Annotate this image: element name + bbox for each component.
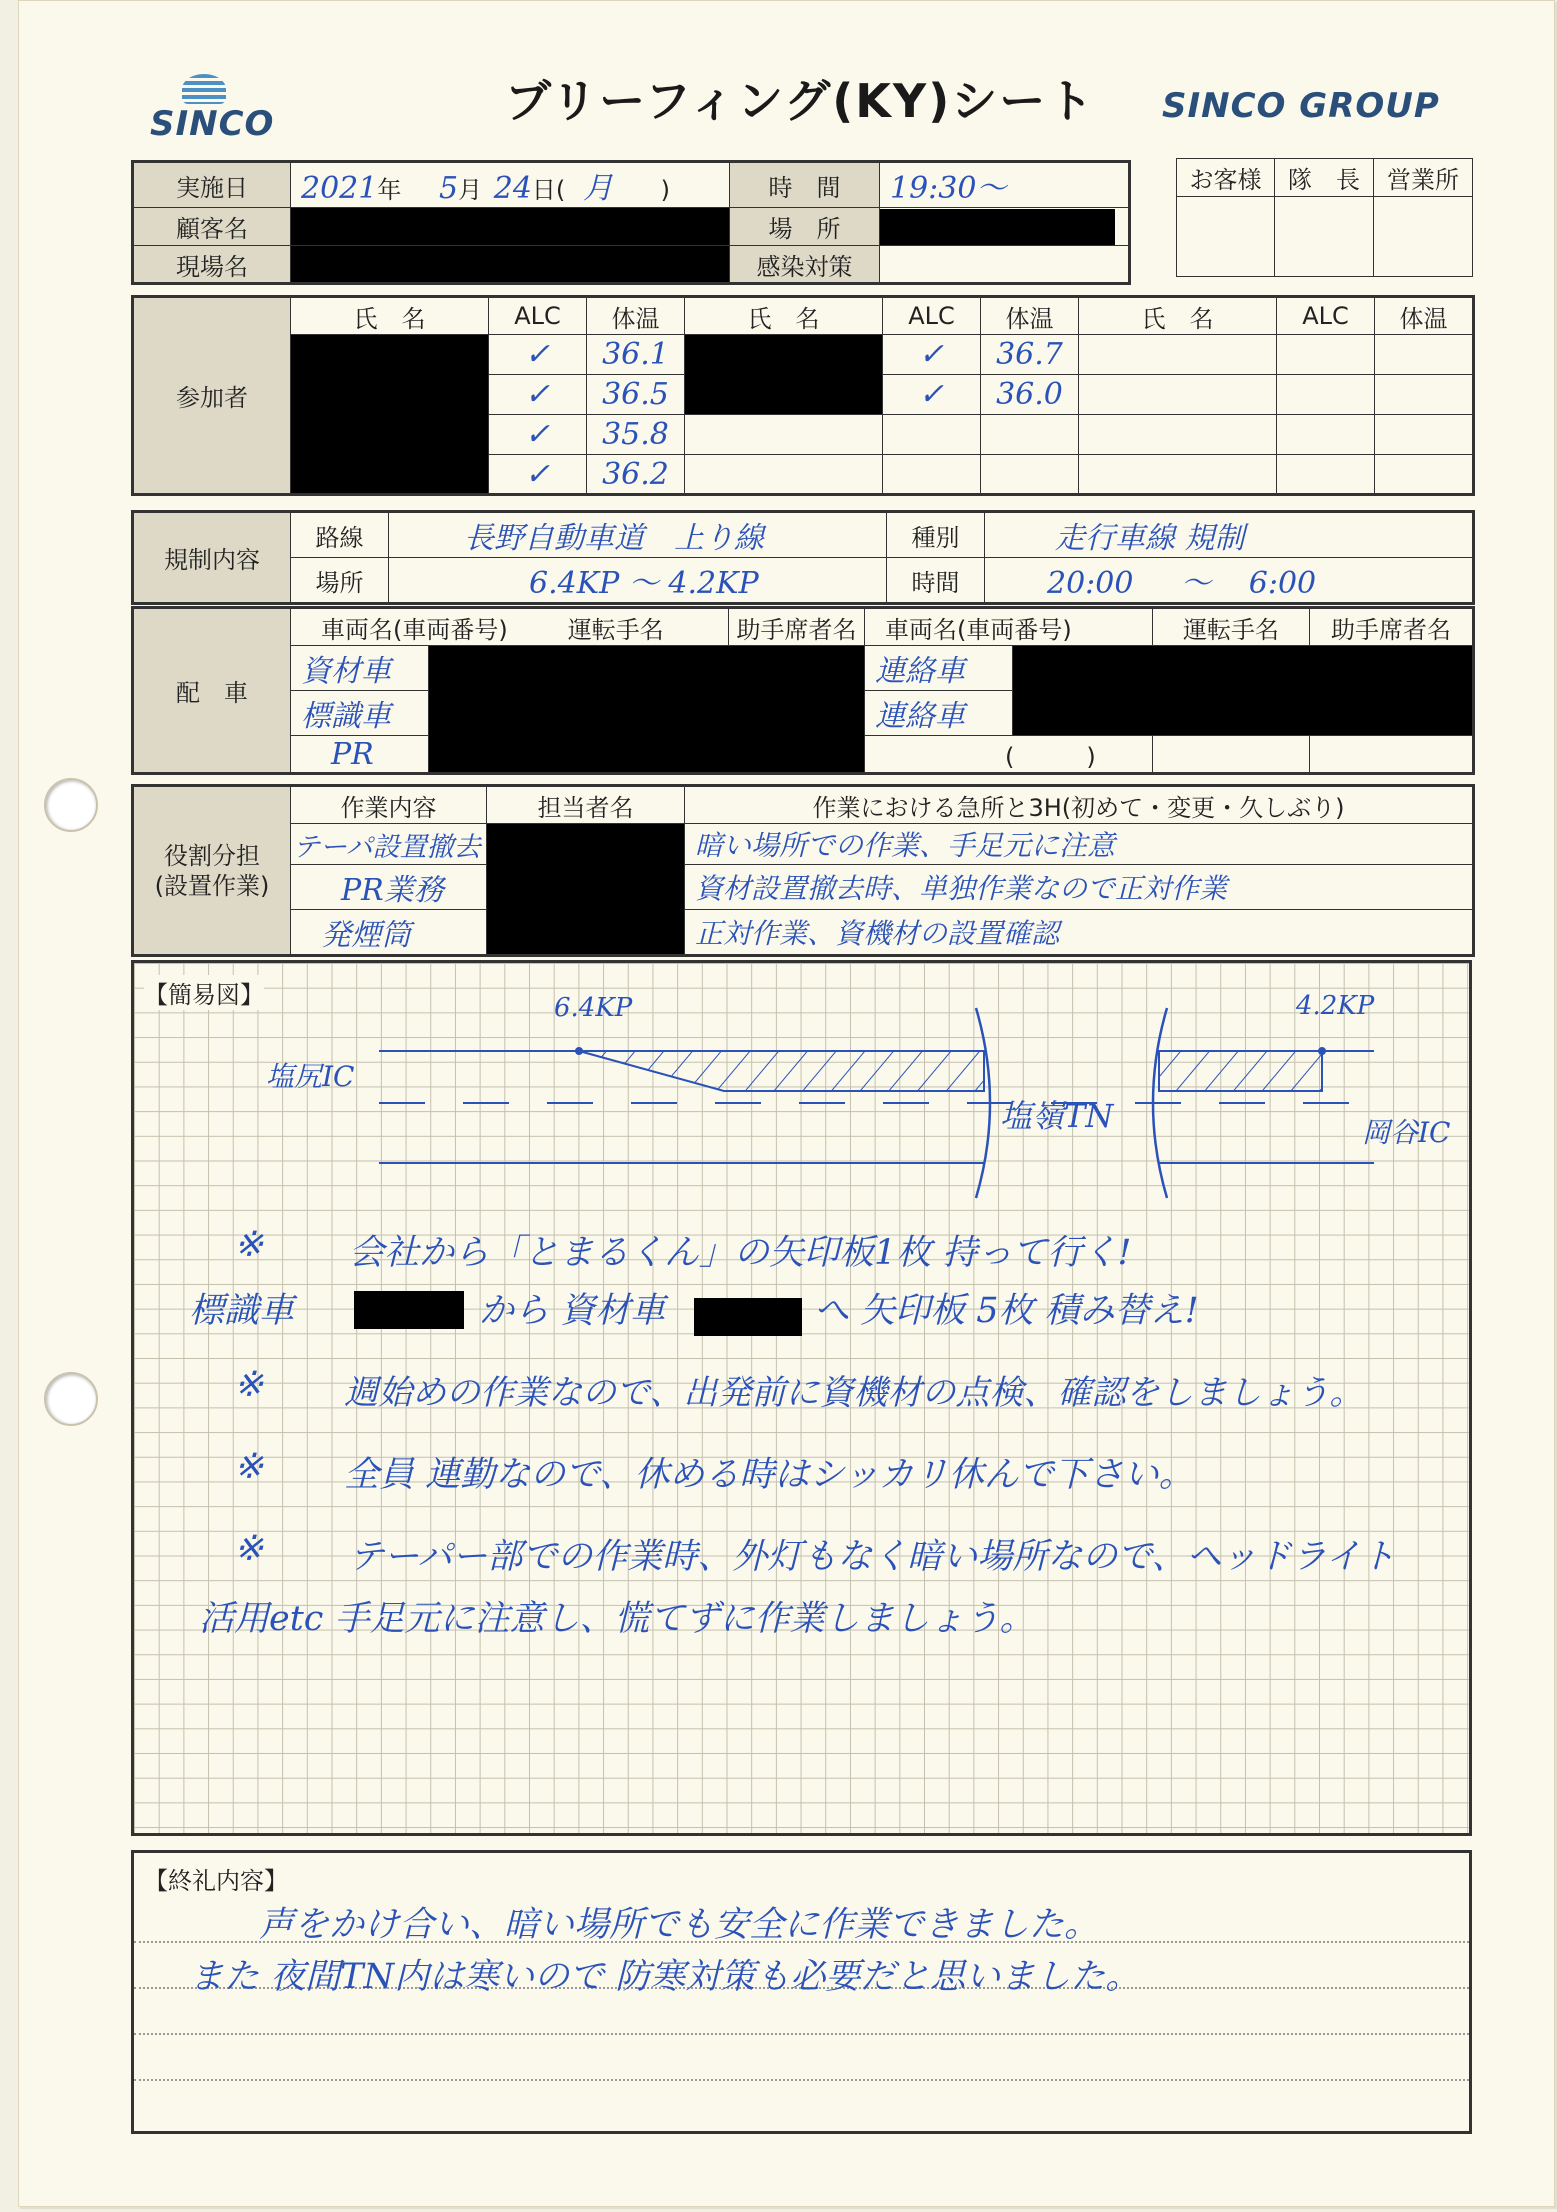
col-name-3: 氏 名 bbox=[1079, 297, 1277, 335]
alc-check: ✓ bbox=[489, 455, 587, 495]
note-line-2b: から 資材車 bbox=[479, 1291, 666, 1331]
alc-cell[interactable] bbox=[883, 415, 981, 455]
col-driver-right: 運転手名 bbox=[1153, 608, 1310, 646]
note-line-6: 活用etc 手足元に注意し、慌てずに作業しましょう。 bbox=[199, 1599, 1035, 1639]
note-line-4: 全員 連勤なので、休める時はシッカリ休んで下さい。 bbox=[344, 1455, 1194, 1495]
date-weekday: 月 bbox=[582, 171, 613, 206]
note-line-2a: 標識車 bbox=[189, 1291, 295, 1331]
type-value[interactable]: 走行車線 規制 bbox=[985, 512, 1474, 558]
office-stamp[interactable] bbox=[1374, 197, 1473, 277]
temperature: 36.1 bbox=[587, 335, 685, 375]
col-vehicle-right: 車両名(車両番号) bbox=[865, 608, 1153, 646]
binder-hole bbox=[44, 1372, 98, 1426]
type-label: 種別 bbox=[887, 512, 985, 558]
alc-check: ✓ bbox=[489, 415, 587, 455]
driver-cell[interactable] bbox=[1153, 736, 1310, 774]
col-task: 作業内容 bbox=[291, 786, 487, 824]
name-cell[interactable] bbox=[1079, 375, 1277, 415]
col-temp-2: 体温 bbox=[981, 297, 1079, 335]
diagram-section[interactable] bbox=[131, 960, 1472, 1836]
vehicle-name[interactable]: 資材車 bbox=[291, 646, 429, 691]
closing-section[interactable] bbox=[131, 1850, 1472, 2134]
closing-label: 【終礼内容】 bbox=[144, 1867, 288, 1895]
temperature: 35.8 bbox=[587, 415, 685, 455]
weekday-close: ) bbox=[660, 176, 670, 204]
redacted-customer bbox=[291, 208, 730, 246]
role-hazard[interactable]: 暗い場所での作業、手足元に注意 bbox=[685, 824, 1474, 865]
binder-hole bbox=[44, 778, 98, 832]
time-label: 時 間 bbox=[730, 162, 880, 208]
date-year: 2021 bbox=[301, 171, 378, 206]
alc-check: ✓ bbox=[489, 375, 587, 415]
time-separator: 〜 bbox=[1181, 566, 1212, 601]
sinco-logo bbox=[150, 74, 275, 144]
role-hazard[interactable]: 資材設置撤去時、単独作業なので正対作業 bbox=[685, 865, 1474, 910]
vehicle-name[interactable]: 標識車 bbox=[291, 691, 429, 736]
kp-marker-left bbox=[575, 1047, 583, 1055]
note-mark: ※ bbox=[234, 1365, 264, 1405]
temp-cell[interactable] bbox=[1375, 335, 1474, 375]
note-line-5: テーパー部での作業時、外灯もなく暗い場所なので、ヘッドライト bbox=[349, 1537, 1396, 1577]
approval-leader: 隊 長 bbox=[1275, 159, 1374, 197]
infection-value[interactable] bbox=[880, 246, 1130, 284]
leader-stamp[interactable] bbox=[1275, 197, 1374, 277]
participants-table bbox=[131, 295, 1475, 496]
redacted-vehicle-number bbox=[354, 1291, 464, 1329]
col-name-1: 氏 名 bbox=[291, 297, 489, 335]
col-hazard: 作業における急所と3H(初めて・変更・久しぶり) bbox=[685, 786, 1474, 824]
kp-right-label: 4.2KP bbox=[1296, 991, 1375, 1021]
col-passenger-left: 助手席者名 bbox=[729, 608, 865, 646]
vehicle-blank[interactable]: ( ) bbox=[865, 736, 1153, 774]
regulation-time-value[interactable] bbox=[985, 558, 1474, 604]
info-table bbox=[131, 160, 1131, 285]
place-label: 場所 bbox=[291, 558, 389, 604]
time-value[interactable]: 19:30〜 bbox=[880, 162, 1130, 208]
alc-cell[interactable] bbox=[1277, 415, 1375, 455]
road-diagram bbox=[134, 963, 1469, 1253]
col-temp-3: 体温 bbox=[1375, 297, 1474, 335]
vehicles-label: 配 車 bbox=[133, 608, 291, 774]
name-cell[interactable] bbox=[1079, 455, 1277, 495]
regulation-table bbox=[131, 510, 1475, 605]
taper-closure-right bbox=[1159, 1051, 1322, 1091]
diagram-label: 【簡易図】 bbox=[144, 975, 264, 1010]
weekday-open: ( bbox=[555, 176, 566, 204]
col-vehicle-left: 車両名(車両番号) 運転手名 bbox=[291, 608, 729, 646]
approval-table bbox=[1176, 158, 1473, 277]
page-title: ブリーフィング(KY)シート bbox=[505, 74, 1096, 128]
temperature: 36.0 bbox=[981, 375, 1079, 415]
note-line-3: 週始めの作業なので、出発前に資機材の点検、確認をしましょう。 bbox=[344, 1373, 1364, 1413]
vehicles-table bbox=[131, 606, 1475, 775]
role-task[interactable]: テーパ設置撤去 bbox=[291, 824, 487, 865]
vehicle-name[interactable]: 連絡車 bbox=[865, 646, 1013, 691]
place-label: 場 所 bbox=[730, 208, 880, 246]
route-label: 路線 bbox=[291, 512, 389, 558]
vehicle-name[interactable]: 連絡車 bbox=[865, 691, 1013, 736]
note-line-2c: へ 矢印板 5枚 積み替え! bbox=[814, 1291, 1199, 1331]
regulation-label: 規制内容 bbox=[133, 512, 291, 604]
note-mark: ※ bbox=[234, 1447, 264, 1487]
participants-label: 参加者 bbox=[133, 297, 291, 495]
temperature: 36.2 bbox=[587, 455, 685, 495]
year-unit: 年 bbox=[377, 176, 402, 204]
ic-right-label: 岡谷IC bbox=[1362, 1116, 1451, 1149]
col-alc-2: ALC bbox=[883, 297, 981, 335]
alc-cell[interactable] bbox=[1277, 375, 1375, 415]
col-name-2: 氏 名 bbox=[685, 297, 883, 335]
redacted-names-2 bbox=[685, 335, 883, 415]
redacted-person bbox=[487, 824, 685, 956]
kp-marker-right bbox=[1318, 1047, 1326, 1055]
ruled-line bbox=[134, 2033, 1469, 2035]
temp-cell[interactable] bbox=[981, 455, 1079, 495]
name-cell[interactable] bbox=[1079, 335, 1277, 375]
role-task[interactable]: PR業務 bbox=[291, 865, 487, 910]
temp-cell[interactable] bbox=[1375, 415, 1474, 455]
temperature: 36.7 bbox=[981, 335, 1079, 375]
route-value[interactable]: 長野自動車道 上り線 bbox=[389, 512, 887, 558]
col-alc-1: ALC bbox=[489, 297, 587, 335]
regulation-time-label: 時間 bbox=[887, 558, 985, 604]
ruled-line bbox=[134, 2079, 1469, 2081]
globe-icon bbox=[182, 74, 226, 104]
customer-stamp[interactable] bbox=[1177, 197, 1275, 277]
note-mark: ※ bbox=[234, 1529, 264, 1569]
alc-check: ✓ bbox=[883, 335, 981, 375]
tunnel-label: 塩嶺TN bbox=[1000, 1097, 1114, 1135]
role-hazard[interactable]: 正対作業、資機材の設置確認 bbox=[685, 910, 1474, 956]
col-alc-3: ALC bbox=[1277, 297, 1375, 335]
approval-customer: お客様 bbox=[1177, 159, 1275, 197]
name-cell[interactable] bbox=[1079, 415, 1277, 455]
name-cell[interactable] bbox=[685, 415, 883, 455]
day-unit: 日 bbox=[531, 176, 556, 204]
note-line-1: 会社から「とまるくん」の矢印板1枚 持って行く! bbox=[349, 1233, 1132, 1273]
closing-line-2: また 夜間TN内は寒いので 防寒対策も必要だと思いました。 bbox=[189, 1957, 1141, 1997]
roles-label: 役割分担 (設置作業) bbox=[133, 786, 291, 956]
role-task[interactable]: 発煙筒 bbox=[291, 910, 487, 956]
closing-line-1: 声をかけ合い、暗い場所でも安全に作業できました。 bbox=[259, 1905, 1100, 1945]
site-label: 現場名 bbox=[133, 246, 291, 284]
place-value[interactable] bbox=[880, 208, 1130, 246]
kp-left-label: 6.4KP bbox=[554, 993, 633, 1023]
redacted-vehicle-left bbox=[429, 646, 865, 774]
regulation-place-value[interactable]: 6.4KP 〜 4.2KP bbox=[389, 558, 887, 604]
approval-office: 営業所 bbox=[1374, 159, 1473, 197]
temp-cell[interactable] bbox=[1375, 455, 1474, 495]
passenger-cell[interactable] bbox=[1310, 736, 1474, 774]
redacted-vehicle-number bbox=[694, 1298, 802, 1336]
time-end: 6:00 bbox=[1248, 566, 1317, 601]
date-day: 24 bbox=[493, 171, 532, 206]
time-start: 20:00 bbox=[1047, 566, 1134, 601]
name-cell[interactable] bbox=[685, 455, 883, 495]
note-mark: ※ bbox=[234, 1225, 264, 1265]
alc-check: ✓ bbox=[489, 335, 587, 375]
roles-table bbox=[131, 784, 1475, 957]
alc-cell[interactable] bbox=[883, 455, 981, 495]
logo-text: SINCO bbox=[150, 104, 275, 144]
redacted-site bbox=[291, 246, 730, 284]
alc-cell[interactable] bbox=[1277, 455, 1375, 495]
customer-label: 顧客名 bbox=[133, 208, 291, 246]
redacted-vehicle-right bbox=[1013, 646, 1474, 736]
temp-cell[interactable] bbox=[981, 415, 1079, 455]
col-passenger-right: 助手席者名 bbox=[1310, 608, 1474, 646]
date-field[interactable] bbox=[291, 162, 730, 208]
month-unit: 月 bbox=[458, 176, 483, 204]
date-label: 実施日 bbox=[133, 162, 291, 208]
redacted-names-1 bbox=[291, 335, 489, 495]
infection-label: 感染対策 bbox=[730, 246, 880, 284]
ic-left-label: 塩尻IC bbox=[266, 1060, 355, 1093]
alc-check: ✓ bbox=[883, 375, 981, 415]
date-month: 5 bbox=[439, 171, 459, 206]
alc-cell[interactable] bbox=[1277, 335, 1375, 375]
temperature: 36.5 bbox=[587, 375, 685, 415]
col-person: 担当者名 bbox=[487, 786, 685, 824]
taper-closure-left bbox=[579, 1051, 984, 1091]
temp-cell[interactable] bbox=[1375, 375, 1474, 415]
vehicle-name[interactable]: PR bbox=[291, 736, 429, 774]
sinco-group-logo: SINCO GROUP bbox=[1162, 86, 1440, 126]
col-temp-1: 体温 bbox=[587, 297, 685, 335]
